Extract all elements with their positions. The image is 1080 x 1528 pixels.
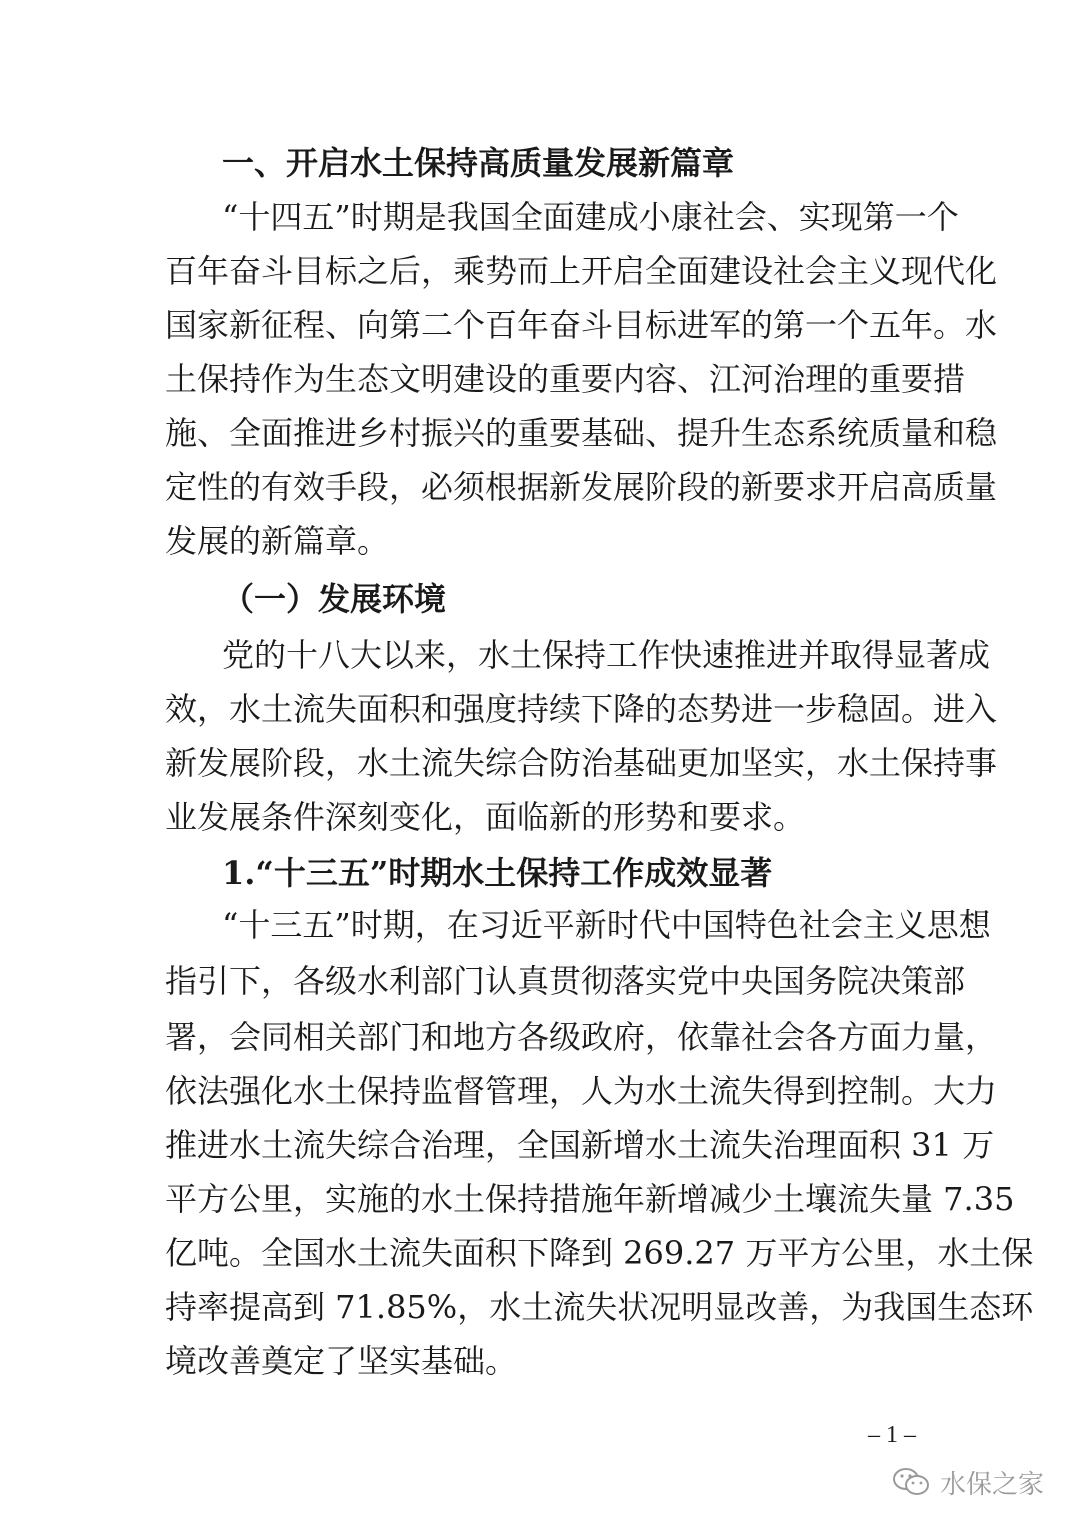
page-number: – 1 –: [868, 1422, 916, 1448]
section-title: 一、开启水土保持高质量发展新篇章: [222, 144, 735, 182]
paragraph-line: 指引下，各级水利部门认真贯彻落实党中央国务院决策部: [165, 962, 966, 1000]
paragraph-line: 新发展阶段，水土流失综合防治基础更加坚实，水土保持事: [165, 744, 998, 782]
wechat-icon: [892, 1466, 930, 1498]
watermark: [892, 1460, 1044, 1504]
paragraph-line: 施、全面推进乡村振兴的重要基础、提升生态系统质量和稳: [165, 414, 998, 452]
paragraph-line: 国家新征程、向第二个百年奋斗目标进军的第一个五年。水: [165, 306, 998, 344]
paragraph-line: 推进水土流失综合治理，全国新增水土流失治理面积 31 万: [165, 1126, 995, 1164]
paragraph-line: “十四五”时期是我国全面建成小康社会、实现第一个: [222, 198, 959, 236]
paragraph-line: 平方公里，实施的水土保持措施年新增减少土壤流失量 7.35: [165, 1180, 1015, 1218]
paragraph-line: 百年奋斗目标之后，乘势而上开启全面建设社会主义现代化: [165, 252, 998, 290]
paragraph-line: 持率提高到 71.85%，水土流失状况明显改善，为我国生态环: [165, 1288, 1034, 1326]
paragraph-line: 土保持作为生态文明建设的重要内容、江河治理的重要措: [165, 360, 966, 398]
paragraph-line: 署，会同相关部门和地方各级政府，依靠社会各方面力量，: [165, 1018, 998, 1056]
subsection-title: （一）发展环境: [222, 580, 447, 618]
paragraph-line: 发展的新篇章。: [165, 522, 390, 560]
paragraph-line: 境改善奠定了坚实基础。: [165, 1342, 518, 1380]
paragraph-line: 党的十八大以来，水土保持工作快速推进并取得显著成: [222, 636, 991, 674]
paragraph-line: 亿吨。全国水土流失面积下降到 269.27 万平方公里，水土保: [165, 1234, 1034, 1272]
watermark-text: 水保之家: [940, 1469, 1045, 1500]
paragraph-line: “十三五”时期，在习近平新时代中国特色社会主义思想: [222, 906, 991, 944]
paragraph-line: 定性的有效手段，必须根据新发展阶段的新要求开启高质量: [165, 468, 998, 506]
point-title: 1.“十三五”时期水土保持工作成效显著: [222, 854, 773, 892]
paragraph-line: 依法强化水土保持监督管理，人为水土流失得到控制。大力: [165, 1072, 998, 1110]
paragraph-line: 业发展条件深刻变化，面临新的形势和要求。: [165, 798, 806, 836]
paragraph-line: 效，水土流失面积和强度持续下降的态势进一步稳固。进入: [165, 690, 998, 728]
